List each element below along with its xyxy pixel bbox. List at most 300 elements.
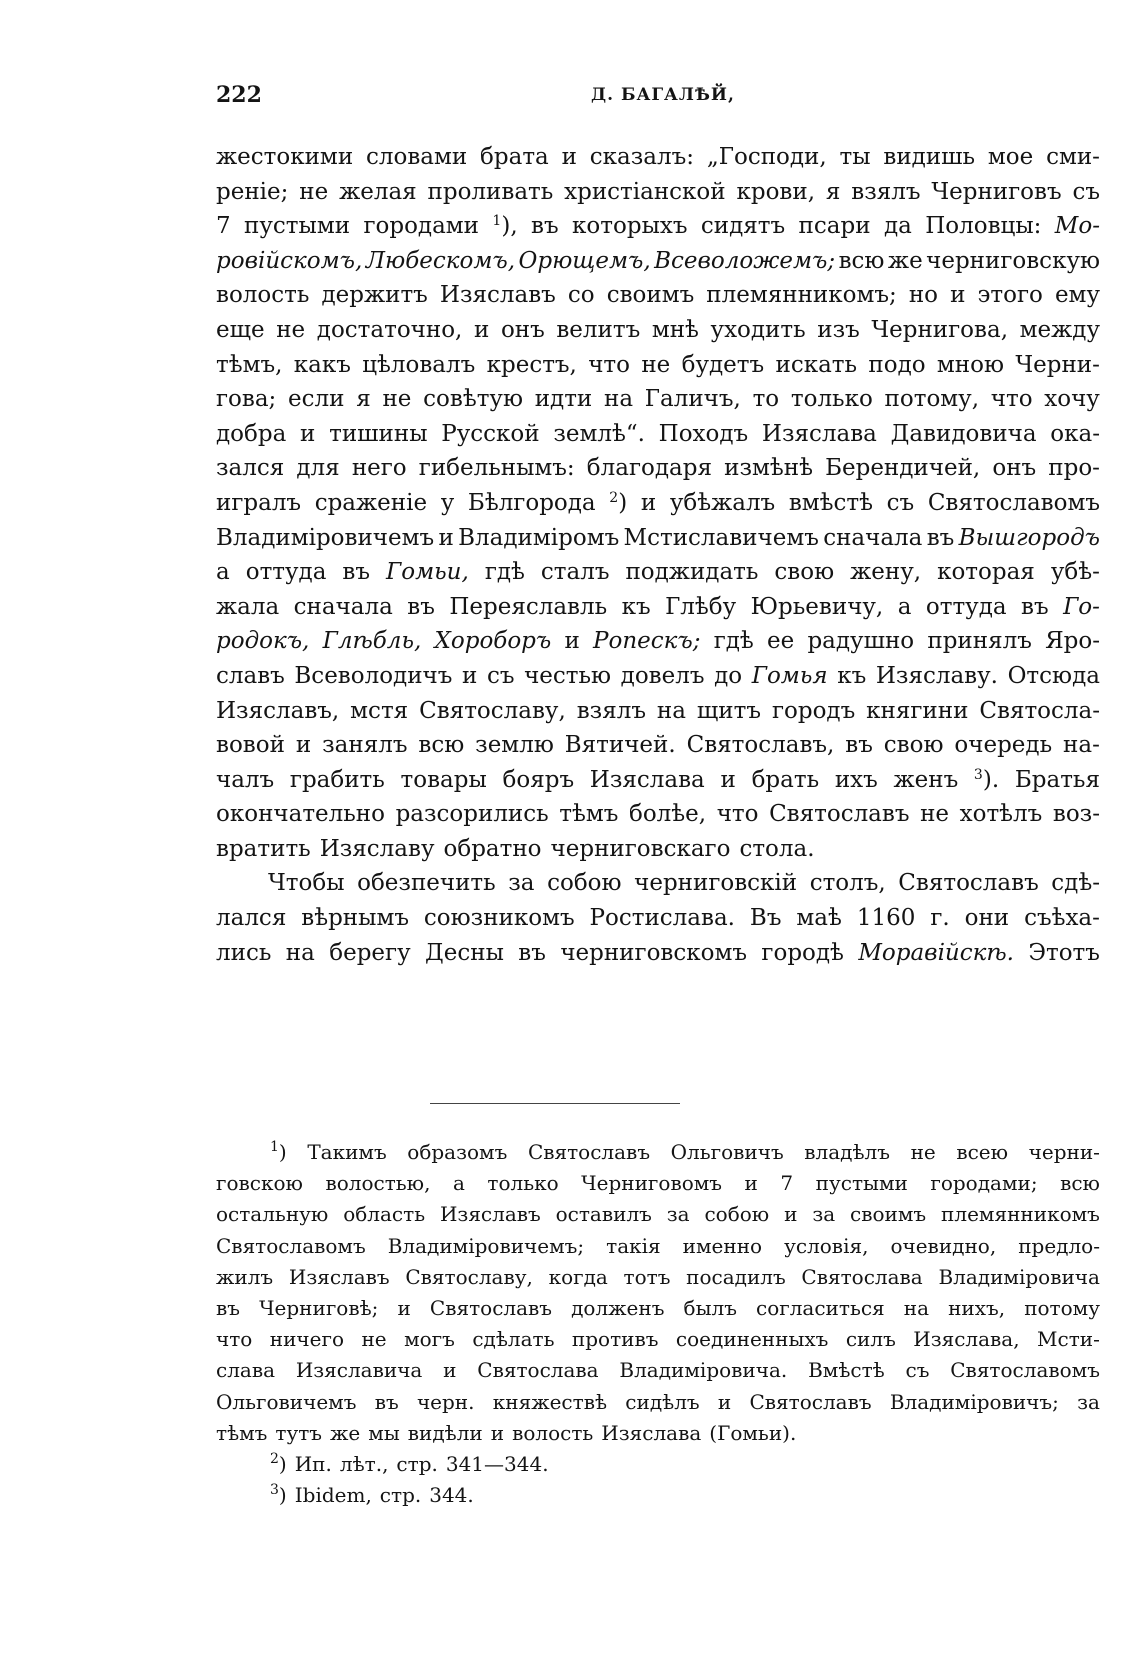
word: Владиміровича. <box>619 1358 788 1383</box>
footnote-ref: 1 <box>270 1139 279 1155</box>
word: ты <box>839 144 871 170</box>
word: своимъ <box>850 1202 927 1227</box>
running-head: Д. БАГАЛѢЙ, <box>591 85 735 105</box>
main-text-line <box>216 624 1100 659</box>
word: крестъ, <box>486 351 577 378</box>
word: что <box>716 801 759 828</box>
word: Глѣбль, <box>322 628 422 655</box>
footnote-ref: 3 <box>973 766 983 783</box>
word: племянникомъ; <box>706 282 897 309</box>
word: нихъ, <box>948 1295 1006 1320</box>
word: Галичъ, <box>644 386 741 413</box>
word: и <box>397 1295 411 1320</box>
word: болѣе, <box>628 801 707 828</box>
word: стола. <box>739 835 815 862</box>
word: а <box>452 1171 465 1196</box>
word: 7 <box>780 1171 794 1196</box>
word: не <box>920 801 950 828</box>
word: сказалъ: <box>589 144 694 170</box>
footnote-ref: 2 <box>609 489 619 506</box>
word: что <box>990 386 1033 413</box>
word: тутъ <box>275 1420 323 1445</box>
word: мстя <box>350 697 409 724</box>
word: Переяславль <box>449 593 608 620</box>
word: Изяславъ <box>288 1264 390 1289</box>
word: соединенныхъ <box>675 1327 829 1352</box>
word: грабить <box>289 766 385 793</box>
word: Святосла- <box>979 697 1100 724</box>
footnote-ref: 1 <box>492 213 502 230</box>
word: держитъ <box>321 282 428 309</box>
word: Изяславъ <box>439 1202 541 1227</box>
word: не <box>641 351 671 378</box>
word: ока- <box>1050 420 1100 447</box>
word: лись <box>216 939 272 966</box>
word: съ <box>886 489 915 516</box>
word: и <box>784 1202 798 1227</box>
word: христіанской <box>564 178 726 205</box>
word: Гомья <box>751 662 828 689</box>
word: волость <box>512 1420 594 1445</box>
word: гдѣ <box>484 559 525 586</box>
word: черниговскую <box>926 247 1100 274</box>
footnote-line <box>216 1199 1100 1230</box>
word: оставилъ <box>555 1202 652 1227</box>
word: черни- <box>1028 1140 1100 1164</box>
word: сначала <box>293 593 393 620</box>
main-text-line <box>216 866 1100 901</box>
word: но <box>908 282 938 309</box>
word: ничего <box>269 1327 345 1352</box>
word: племянникомъ <box>941 1202 1100 1227</box>
word: Святославъ <box>527 1140 651 1164</box>
main-text-line <box>216 382 1100 417</box>
footnote-line <box>216 1231 1100 1262</box>
word: тѣмъ, <box>216 351 283 378</box>
word: этого <box>977 282 1043 309</box>
word: и <box>490 1420 505 1445</box>
word: всю <box>838 247 885 274</box>
word: реніе; <box>216 178 289 205</box>
word: съ <box>1072 178 1100 205</box>
word: велитъ <box>556 316 641 343</box>
word: 7 <box>216 213 231 240</box>
word: Русской <box>441 420 540 447</box>
word: Изяславъ <box>439 282 556 309</box>
word: я <box>825 178 841 205</box>
word: довелъ <box>620 662 705 689</box>
word: а <box>216 559 230 586</box>
word: Этотъ <box>1028 939 1100 966</box>
word: воз- <box>1052 801 1100 828</box>
main-text-line <box>216 209 1100 244</box>
footnote-line <box>216 1324 1100 1355</box>
word: волостью, <box>325 1171 431 1196</box>
word: Изяслава, <box>913 1327 1020 1352</box>
word: мнѣ <box>651 316 699 343</box>
word: и <box>561 144 577 170</box>
word: Ibidem, <box>294 1483 372 1508</box>
word: могъ <box>404 1327 455 1352</box>
word: и <box>640 489 657 516</box>
word: въ <box>342 559 371 586</box>
word: ровійскомъ, <box>216 247 363 274</box>
word: всю <box>1060 1171 1100 1196</box>
footnote-ref: 3 <box>270 1482 279 1499</box>
word: гдѣ <box>713 628 754 655</box>
word: волость <box>216 282 310 309</box>
word: когда <box>548 1264 608 1289</box>
main-text-line <box>216 694 1100 729</box>
word: ихъ <box>834 766 878 793</box>
word: Давидовича <box>890 420 1037 447</box>
word: (Гомьи). <box>709 1420 797 1445</box>
word: сталъ <box>540 559 610 586</box>
word: Изяславу <box>319 835 435 862</box>
word: сдѣ- <box>1051 870 1100 897</box>
word: въ <box>374 1389 399 1414</box>
word: за <box>666 1202 690 1227</box>
word: владѣлъ <box>804 1140 890 1164</box>
word: благодаря <box>586 455 712 482</box>
word: Отсюда <box>1007 662 1100 689</box>
word: $^1$), <box>492 213 518 240</box>
word: Орющемъ, <box>518 247 651 274</box>
footnote-line <box>216 1387 1100 1418</box>
word: тотъ <box>623 1264 671 1289</box>
word: столъ, <box>809 870 886 897</box>
main-text-line <box>216 486 1100 521</box>
word: условія, <box>784 1233 869 1258</box>
word: съ <box>905 1358 930 1383</box>
main-text-line <box>216 936 1100 971</box>
word: что <box>588 351 630 378</box>
word: Черниговомъ <box>581 1171 723 1196</box>
word: потому <box>1024 1295 1100 1320</box>
main-text-line <box>216 417 1100 452</box>
footnote-line <box>216 1293 1100 1324</box>
word: и <box>462 662 478 689</box>
word: и <box>295 732 312 759</box>
word: женъ <box>893 766 959 793</box>
word: Гомьи, <box>386 559 469 586</box>
word: ему <box>1054 282 1100 309</box>
word: $^3$) <box>270 1482 287 1508</box>
word: былъ <box>683 1295 737 1320</box>
word: $^2$) <box>270 1450 287 1476</box>
word: Ольговичъ <box>670 1140 784 1164</box>
main-text-line <box>216 832 1100 867</box>
word: $^3$). <box>973 766 1000 793</box>
word: Святославомъ <box>216 1233 366 1258</box>
word: Братья <box>1014 766 1100 793</box>
word: пустыми <box>244 213 351 240</box>
word: что <box>216 1327 253 1352</box>
word: тѣмъ <box>559 801 619 828</box>
word: княгини <box>866 697 969 724</box>
word: Святослава <box>477 1358 599 1383</box>
main-text-line <box>216 797 1100 832</box>
word: въ <box>407 593 435 620</box>
word: видѣли <box>407 1420 483 1445</box>
word: княжествѣ <box>492 1389 608 1414</box>
word: Половцы: <box>925 213 1042 240</box>
word: землѣ“. <box>553 420 645 447</box>
word: тишины <box>329 420 428 447</box>
page-number: 222 <box>216 82 262 108</box>
word: на <box>285 939 315 966</box>
word: сраженіе <box>314 489 428 516</box>
word: жену, <box>850 559 922 586</box>
word: и <box>717 1389 732 1414</box>
word: Изяслава <box>761 420 877 447</box>
word: и <box>744 1171 758 1196</box>
word: за <box>508 870 535 897</box>
main-text-line <box>216 659 1100 694</box>
word: съѣха- <box>1024 905 1100 932</box>
word: только <box>790 386 873 413</box>
word: Владиміромъ <box>458 524 620 551</box>
word: Святославомъ <box>950 1358 1100 1383</box>
word: всею <box>956 1140 1009 1164</box>
word: Ропескъ; <box>593 628 701 655</box>
word: сидятъ <box>700 213 786 240</box>
word: сми- <box>1046 144 1100 170</box>
word: до <box>714 662 743 689</box>
word: не <box>299 178 329 205</box>
word: Всеволожемъ; <box>654 247 836 274</box>
main-text-line <box>216 140 1100 175</box>
word: крови, <box>736 178 816 205</box>
word: Изяславъ, <box>216 697 340 724</box>
word: жестокими <box>216 144 354 170</box>
word: принялъ <box>927 628 1032 655</box>
word: Святославъ <box>769 801 910 828</box>
word: остальную <box>216 1202 329 1227</box>
main-text-line <box>216 244 1100 279</box>
word: искать <box>775 351 858 378</box>
word: Изяслава <box>589 766 705 793</box>
word: Десны <box>425 939 504 966</box>
word: силъ <box>845 1327 896 1352</box>
word: Походъ <box>658 420 749 447</box>
word: лѣт., <box>339 1451 389 1476</box>
word: жала <box>216 593 280 620</box>
word: такія <box>606 1233 661 1258</box>
word: Черни- <box>1015 351 1100 378</box>
word: разсорились <box>395 801 549 828</box>
word: занялъ <box>322 732 408 759</box>
word: изъ <box>817 316 860 343</box>
main-text-line <box>216 348 1100 383</box>
word: на <box>903 1295 929 1320</box>
word: только <box>487 1171 559 1196</box>
word: убѣ- <box>1050 559 1100 586</box>
word: Вятичей. <box>564 732 676 759</box>
word: Владиміровичемъ <box>216 524 435 551</box>
word: Мстиславичемъ <box>623 524 819 551</box>
word: вмѣстѣ <box>788 489 874 516</box>
word: него <box>351 455 407 482</box>
word: уходить <box>710 316 806 343</box>
word: берегу <box>329 939 411 966</box>
word: свою <box>774 559 835 586</box>
word: въ <box>531 213 559 240</box>
word: Чтобы <box>268 870 345 897</box>
word: Святославу, <box>419 697 566 724</box>
word: стр. <box>396 1451 438 1476</box>
word: мы <box>368 1420 400 1445</box>
word: со <box>567 282 595 309</box>
word: Владиміровича <box>938 1264 1100 1289</box>
word: Мо- <box>1054 213 1100 240</box>
word: между <box>1019 316 1100 343</box>
word: обезпечить <box>357 870 496 897</box>
word: вовой <box>216 732 285 759</box>
word: да <box>883 213 912 240</box>
word: Черниговъ <box>931 178 1062 205</box>
footnote-line <box>216 1418 1100 1449</box>
word: согласиться <box>756 1295 885 1320</box>
word: какъ <box>293 351 351 378</box>
word: къ <box>837 662 867 689</box>
word: потому, <box>884 386 980 413</box>
word: образомъ <box>407 1140 508 1164</box>
word: г. <box>930 905 950 932</box>
word: $^2$) <box>609 489 628 516</box>
word: Изяславу. <box>875 662 998 689</box>
word: 1160 <box>856 905 916 932</box>
main-text <box>216 140 1100 970</box>
word: посадилъ <box>686 1264 786 1289</box>
word: бояръ <box>502 766 575 793</box>
main-text-line <box>216 763 1100 798</box>
word: Мсти- <box>1037 1327 1100 1352</box>
word: за <box>1077 1389 1100 1414</box>
word: стр. <box>379 1483 422 1508</box>
word: съ <box>486 662 515 689</box>
word: городѣ <box>761 939 844 966</box>
word: $^1$) <box>270 1139 287 1164</box>
word: черниговскаго <box>550 835 731 862</box>
main-text-line <box>216 451 1100 486</box>
word: Всеволодичъ <box>294 662 453 689</box>
word: будетъ <box>681 351 765 378</box>
main-text-line <box>216 278 1100 313</box>
word: городъ <box>771 697 856 724</box>
word: область <box>343 1202 426 1227</box>
word: въ <box>845 732 873 759</box>
word: взялъ <box>576 697 646 724</box>
word: тѣмъ <box>216 1420 268 1445</box>
word: онъ <box>500 316 545 343</box>
word: въ <box>926 524 955 551</box>
word: сдѣлать <box>472 1327 555 1352</box>
word: брать <box>751 766 820 793</box>
word: идти <box>534 386 593 413</box>
word: Го- <box>1063 593 1100 620</box>
footnotes <box>216 1137 1100 1511</box>
word: достаточно, <box>316 316 463 343</box>
word: про- <box>1048 455 1100 482</box>
word: вратить <box>216 835 311 862</box>
word: мною <box>936 351 1005 378</box>
word: Юрьевичу, <box>750 593 884 620</box>
word: щитъ <box>696 697 761 724</box>
word: и <box>443 1358 457 1383</box>
word: хочу <box>1044 386 1100 413</box>
word: Вышгородъ <box>958 524 1100 551</box>
word: Бѣлгорода <box>467 489 596 516</box>
word: обратно <box>443 835 542 862</box>
word: и <box>473 316 490 343</box>
word: добра <box>216 420 287 447</box>
word: Яро- <box>1045 628 1100 655</box>
word: мое <box>987 144 1034 170</box>
word: на- <box>1063 732 1100 759</box>
word: противъ <box>571 1327 659 1352</box>
word: землю <box>475 732 554 759</box>
word: въ <box>1021 593 1049 620</box>
word: и <box>950 282 966 309</box>
word: а <box>897 593 912 620</box>
main-text-line <box>216 313 1100 348</box>
word: Черниговѣ; <box>259 1295 379 1320</box>
word: долженъ <box>571 1295 665 1320</box>
word: вѣрнымъ <box>301 905 409 932</box>
word: 341—344. <box>445 1451 549 1476</box>
word: Ростислава. <box>589 905 735 932</box>
word: то <box>752 386 780 413</box>
word: Владиміровичъ; <box>889 1389 1059 1414</box>
word: Святославомъ <box>927 489 1100 516</box>
word: оттуда <box>925 593 1007 620</box>
word: хотѣлъ <box>959 801 1043 828</box>
footnote-line <box>216 1262 1100 1293</box>
word: брата <box>480 144 549 170</box>
word: взялъ <box>851 178 921 205</box>
word: своимъ <box>606 282 695 309</box>
word: лался <box>216 905 287 932</box>
main-text-line <box>216 521 1100 556</box>
word: онъ <box>992 455 1037 482</box>
word: чалъ <box>216 766 275 793</box>
word: окончательно <box>216 801 385 828</box>
word: они <box>964 905 1010 932</box>
word: сначала <box>823 524 923 551</box>
footnote-line <box>216 1137 1100 1168</box>
word: на <box>604 386 634 413</box>
main-text-line <box>216 555 1100 590</box>
word: ее <box>767 628 795 655</box>
word: Въ <box>749 905 782 932</box>
word: въ <box>518 939 546 966</box>
word: убѣжалъ <box>669 489 776 516</box>
word: не <box>382 386 412 413</box>
word: честью <box>524 662 612 689</box>
word: Чернигова, <box>871 316 1009 343</box>
word: которая <box>937 559 1035 586</box>
word: цѣловалъ <box>362 351 476 378</box>
word: псари <box>798 213 871 240</box>
main-text-line <box>216 728 1100 763</box>
word: еще <box>216 316 265 343</box>
word: поджидать <box>625 559 759 586</box>
word: собою <box>704 1202 770 1227</box>
word: радушно <box>807 628 915 655</box>
word: у <box>440 489 455 516</box>
word: не <box>276 316 306 343</box>
